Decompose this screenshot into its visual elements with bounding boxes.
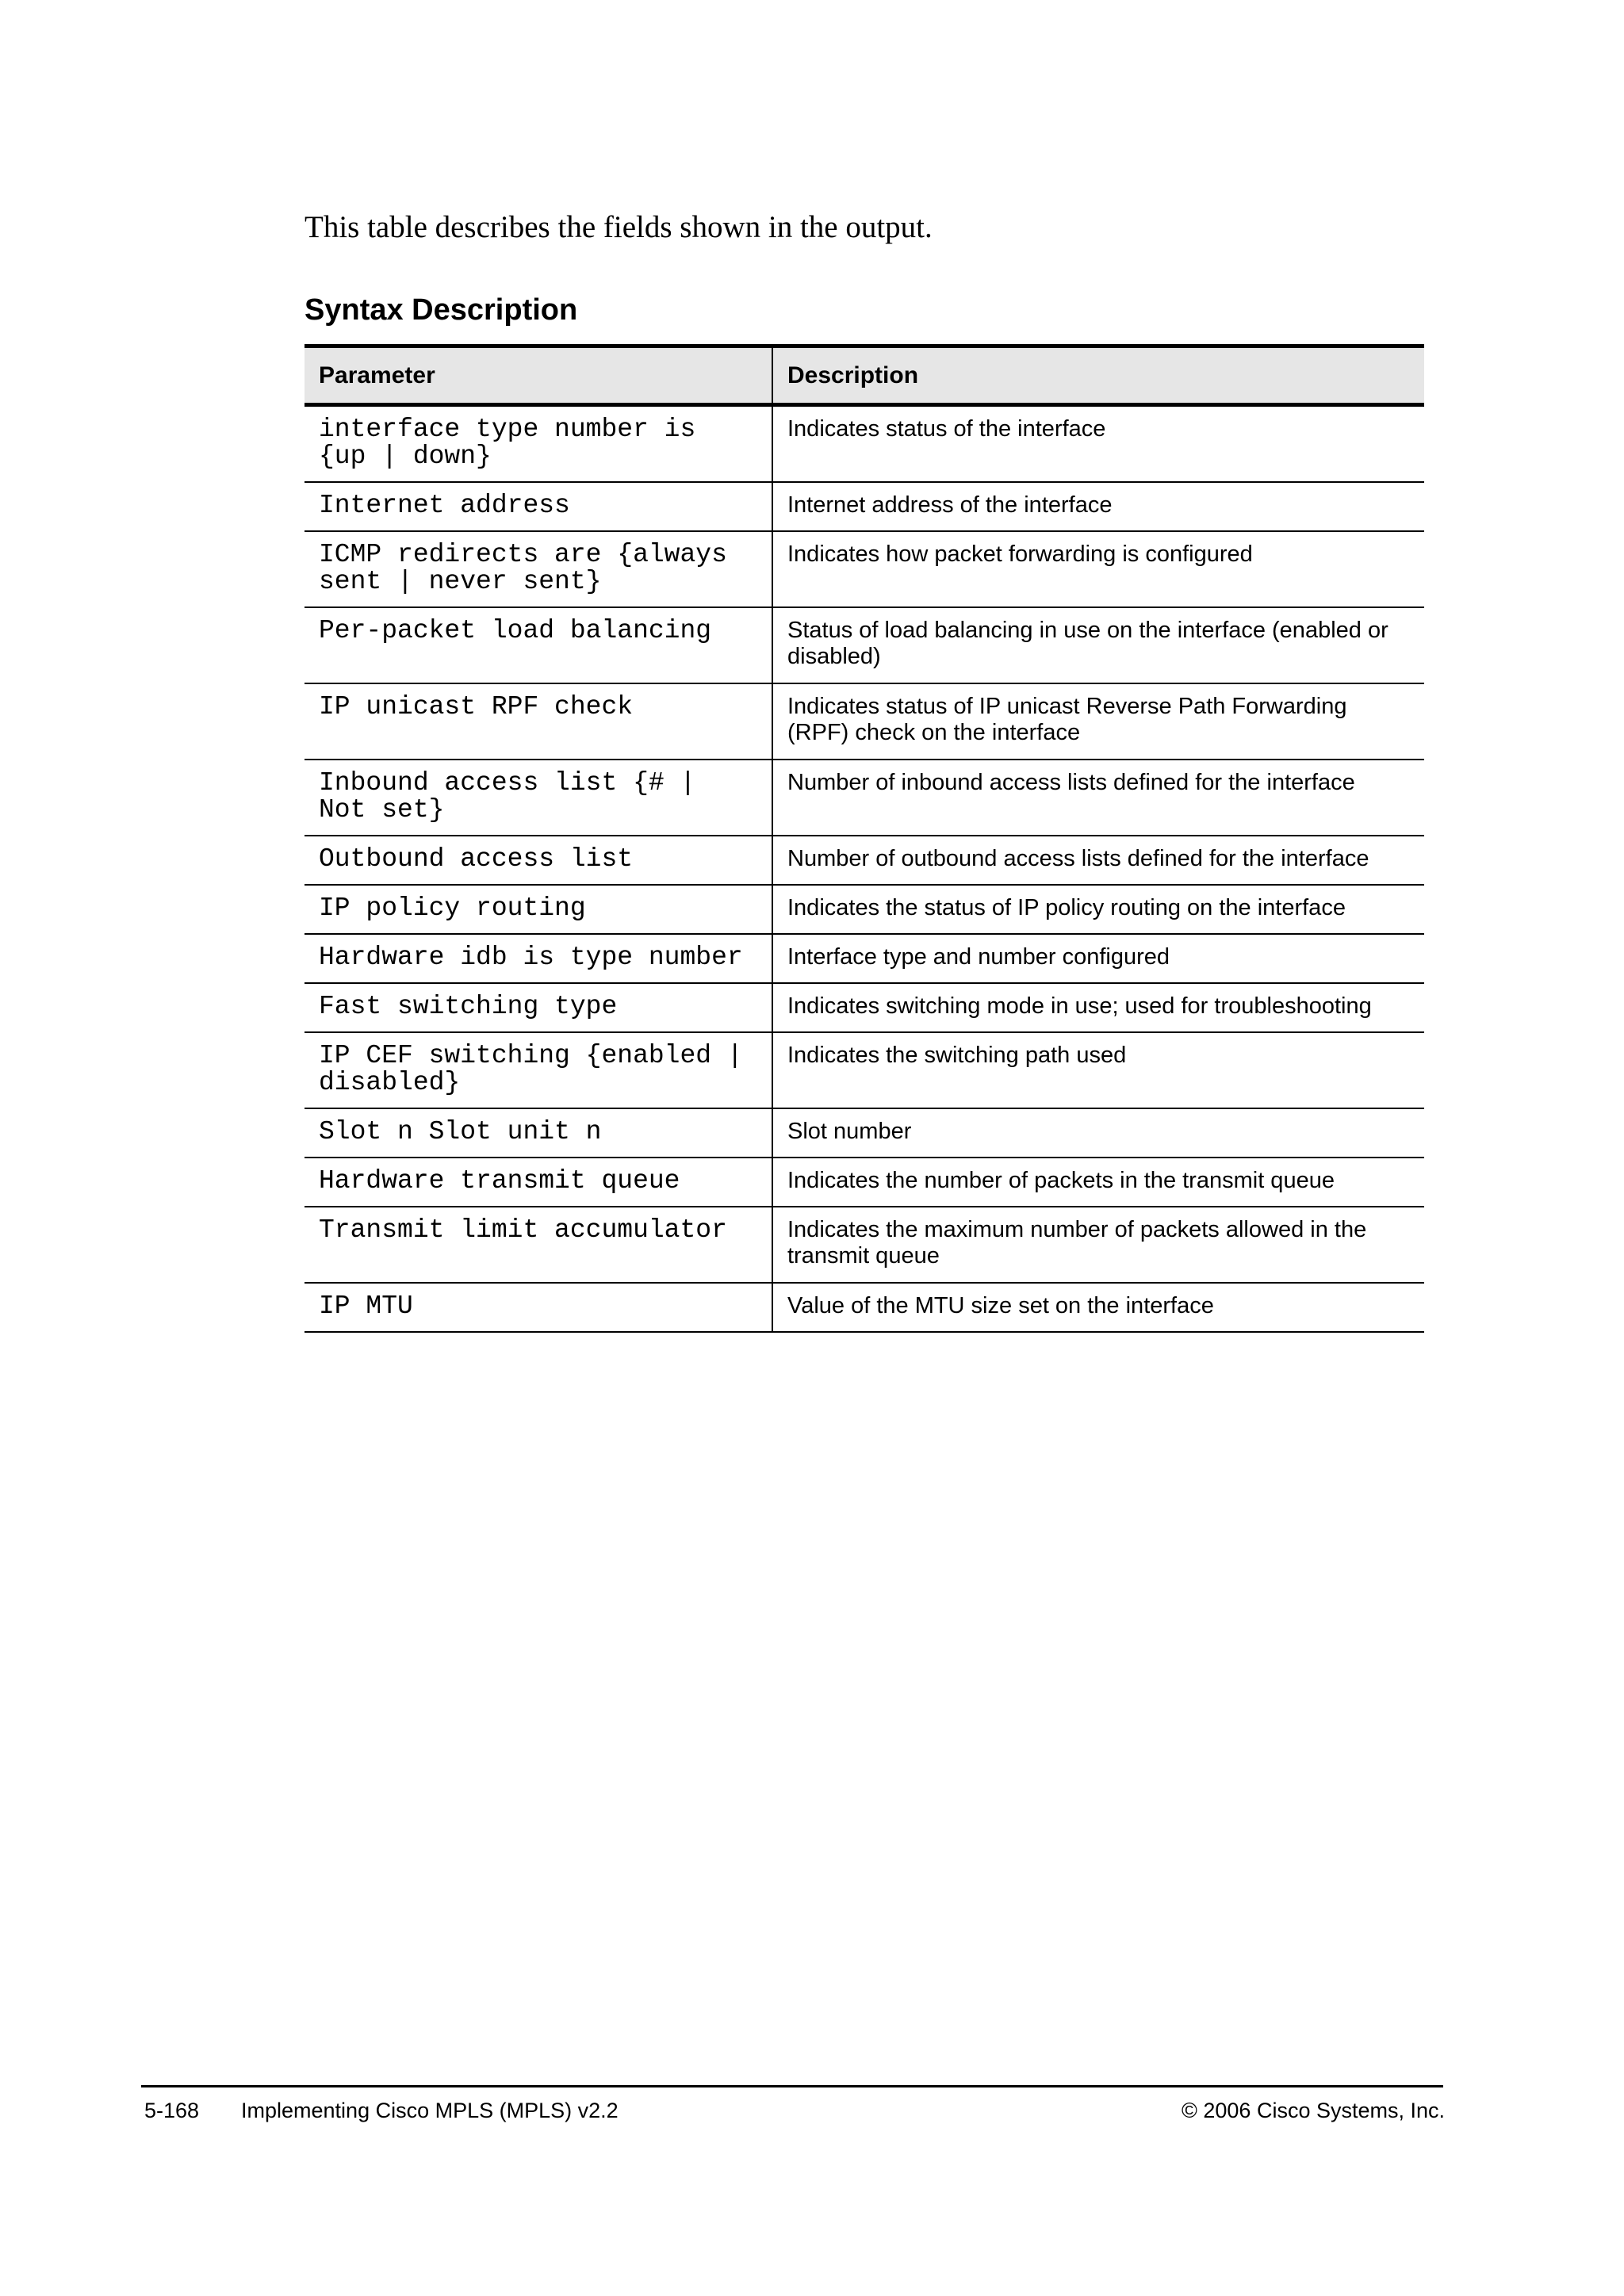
table-row bbox=[304, 1283, 1424, 1332]
table-row bbox=[304, 1108, 1424, 1158]
parameter-cell: IP unicast RPF check bbox=[304, 683, 772, 760]
table-row bbox=[304, 482, 1424, 531]
description-cell: Indicates status of IP unicast Reverse Path Forwarding (RPF) check on the interface bbox=[772, 683, 1424, 760]
parameter-cell: IP policy routing bbox=[304, 885, 772, 934]
table-row bbox=[304, 934, 1424, 983]
parameter-cell: Transmit limit accumulator bbox=[304, 1207, 772, 1283]
footer-copyright: © 2006 Cisco Systems, Inc. bbox=[1181, 2099, 1445, 2122]
description-cell: Indicates status of the interface bbox=[772, 405, 1424, 483]
syntax-description-table bbox=[304, 344, 1424, 1333]
parameter-cell: IP CEF switching {enabled | disabled} bbox=[304, 1032, 772, 1108]
table-row bbox=[304, 1032, 1424, 1108]
intro-text: This table describes the fields shown in the output. bbox=[304, 210, 933, 244]
description-cell: Value of the MTU size set on the interface bbox=[772, 1283, 1424, 1332]
parameter-cell: Fast switching type bbox=[304, 983, 772, 1032]
table-row bbox=[304, 1158, 1424, 1207]
footer-divider bbox=[141, 2085, 1443, 2087]
table-row bbox=[304, 836, 1424, 885]
description-cell: Number of inbound access lists defined for the interface bbox=[772, 760, 1424, 836]
description-cell: Indicates the switching path used bbox=[772, 1032, 1424, 1108]
description-cell: Status of load balancing in use on the interface (enabled or disabled) bbox=[772, 607, 1424, 683]
description-cell: Slot number bbox=[772, 1108, 1424, 1158]
table-row bbox=[304, 760, 1424, 836]
description-cell: Indicates the maximum number of packets allowed in the transmit queue bbox=[772, 1207, 1424, 1283]
description-cell: Indicates switching mode in use; used for troubleshooting bbox=[772, 983, 1424, 1032]
parameter-cell: Per-packet load balancing bbox=[304, 607, 772, 683]
header-description: Description bbox=[772, 346, 1424, 405]
description-cell: Indicates the number of packets in the transmit queue bbox=[772, 1158, 1424, 1207]
table-header-row bbox=[304, 346, 1424, 405]
parameter-cell: Inbound access list {# | Not set} bbox=[304, 760, 772, 836]
parameter-cell: interface type number is {up | down} bbox=[319, 415, 696, 471]
description-cell: Internet address of the interface bbox=[772, 482, 1424, 531]
description-cell: Number of outbound access lists defined for the interface bbox=[772, 836, 1424, 885]
footer-book-title: Implementing Cisco MPLS (MPLS) v2.2 bbox=[241, 2099, 619, 2122]
parameter-cell: Hardware transmit queue bbox=[304, 1158, 772, 1207]
header-parameter: Parameter bbox=[304, 346, 772, 405]
description-cell: Indicates how packet forwarding is configured bbox=[772, 531, 1424, 607]
parameter-cell: ICMP redirects are {always sent | never sent} bbox=[304, 531, 772, 607]
table-row bbox=[304, 405, 1424, 483]
footer-page-number: 5-168 bbox=[144, 2099, 200, 2122]
parameter-cell: Outbound access list bbox=[304, 836, 772, 885]
table-row bbox=[304, 607, 1424, 683]
parameter-cell: Internet address bbox=[304, 482, 772, 531]
table-row bbox=[304, 683, 1424, 760]
table-row bbox=[304, 983, 1424, 1032]
table-row bbox=[304, 885, 1424, 934]
description-cell: Indicates the status of IP policy routing on the interface bbox=[772, 885, 1424, 934]
table-row bbox=[304, 1207, 1424, 1283]
parameter-cell: IP MTU bbox=[304, 1283, 772, 1332]
description-cell: Interface type and number configured bbox=[772, 934, 1424, 983]
parameter-cell: Hardware idb is type number bbox=[304, 934, 772, 983]
parameter-cell: Slot n Slot unit n bbox=[304, 1108, 772, 1158]
section-title: Syntax Description bbox=[304, 293, 578, 327]
table-row bbox=[304, 531, 1424, 607]
